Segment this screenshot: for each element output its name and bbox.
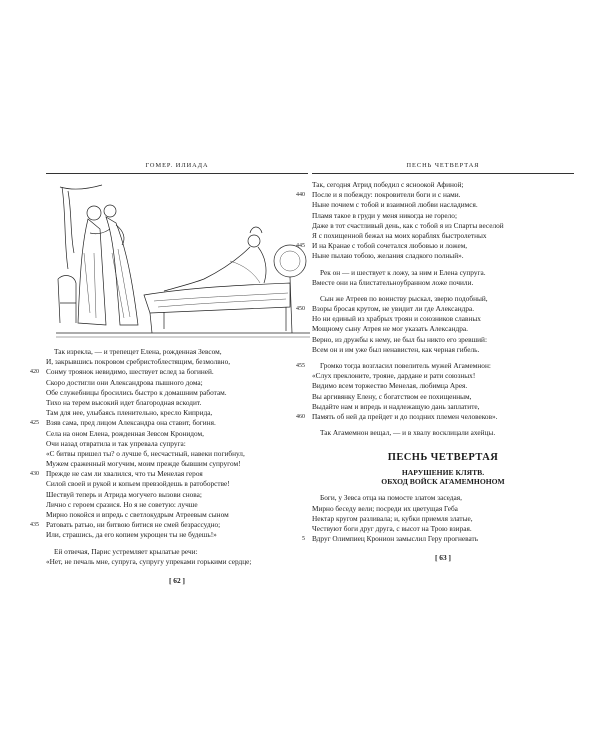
verse-text: Обе служебницы бросились быстро к домашним работам. (46, 387, 227, 397)
verse-line (312, 278, 574, 288)
verse-line (46, 439, 308, 449)
verse-text: Или, страшись, да его копием укрощен ты не будешь!» (46, 530, 217, 540)
verse-line (46, 510, 308, 520)
right-running-head: ПЕСНЬ ЧЕТВЕРТАЯ (406, 162, 480, 169)
line-number: 420 (30, 369, 39, 376)
verse-text: Так Агамемнон вещал, — и в хвалу восклицали ахейцы. (320, 428, 496, 438)
verse-text: «Слух преклоните, трояне, дардане и рати союзных! (312, 371, 476, 381)
verse-line (312, 504, 574, 514)
verse-text: Мужем сраженный могучим, моим прежде бывшим супругом! (46, 459, 241, 469)
verse-line (312, 335, 574, 345)
verse-text: Лично с героем сразися. Но я не советую: лучше (46, 499, 198, 509)
verse-text: «С битвы пришел ты? о лучше б, несчастный, навеки погибнул, (46, 448, 245, 458)
verse-text: Сын же Атреев по воинству рыскал, зверю подобный, (320, 293, 488, 303)
verse-line (30, 367, 308, 377)
line-number: 440 (296, 192, 305, 199)
song-subtitle-line-2: ОБХОД ВОЙСК АГАМЕМНОНОМ (381, 477, 505, 487)
verse-line (312, 251, 574, 261)
verse-line (312, 324, 574, 334)
verse-text: Пламя такое в груди у меня никогда не горело; (312, 210, 457, 220)
verse-text: Ратовать ратью, ни битвою битися не смей безрассудно; (46, 520, 221, 530)
verse-line (46, 459, 308, 469)
verse-text: После и я побежду: покровители боги и с нами. (312, 190, 461, 200)
right-page (296, 162, 574, 563)
right-verse-bottom (302, 493, 574, 544)
verse-text: Чествуют боги друг друга, с высот на Трою взирая. (312, 523, 472, 533)
verse-line (46, 357, 308, 367)
verse-line (46, 449, 308, 459)
verse-text: Но ни единый из храбрых троян и союзников славных (312, 314, 481, 324)
verse-text: Там для нее, улыбаясь пленительно, кресло Киприда, (46, 408, 213, 418)
verse-line (46, 490, 308, 500)
verse-line (312, 381, 574, 391)
verse-text: Громко тогда возгласил повелитель мужей Агамемнон: (320, 361, 491, 370)
verse-line (46, 378, 308, 388)
verse-text: Так, сегодня Атрид победил с ясноокой Афиной; (312, 180, 464, 189)
verse-line (46, 557, 308, 567)
verse-text: Села на оном Елена, рожденная Зевсом Кронидом, (46, 428, 204, 438)
verse-text: Память об ней да прейдет и до поздних племен человеков». (312, 411, 498, 421)
verse-text: Ей отвечая, Парис устремляет крылатые речи: (54, 546, 198, 556)
verse-text: Ныне почием с тобой и взаимной любви насладимся. (312, 200, 478, 210)
verse-text: Силой своей и рукой и копьем превзойдешь в ратоборстве! (46, 479, 230, 489)
verse-line (312, 493, 574, 503)
verse-line (312, 231, 574, 241)
verse-text: Боги, у Зевса отца на помосте златом заседая, (320, 493, 462, 503)
verse-text: И на Кранае с тобой сочетался любовью и ложем, (312, 241, 468, 251)
verse-text: Взяв сама, пред лицом Александра она ставит, богиня. (46, 418, 216, 428)
left-running-head: ГОМЕР. ИЛИАДА (145, 162, 209, 169)
verse-line (312, 371, 574, 381)
song-subtitle-line-1: НАРУШЕНИЕ КЛЯТВ. (401, 468, 485, 478)
line-number: 445 (296, 243, 305, 250)
left-folio: [ 62 ] (168, 575, 185, 585)
verse-line (296, 361, 574, 371)
line-number: 455 (296, 363, 305, 369)
verse-line (312, 392, 574, 402)
verse-line (46, 500, 308, 510)
verse-text: Мирно беседу вели; посреди их цветущая Геба (312, 503, 458, 513)
song-subtitle (312, 468, 574, 486)
verse-text: Ныне пылаю тобою, желания сладкого полный». (312, 251, 464, 261)
verse-text: Взоры бросая крутом, не увидит ли где Александра. (312, 304, 475, 314)
verse-line (296, 241, 574, 251)
left-head-rule (46, 173, 308, 174)
verse-text: Шествуй теперь и Атрида могучего вызови снова; (46, 489, 202, 499)
verse-line (312, 211, 574, 221)
line-number: 425 (30, 420, 39, 427)
line-number: 5 (302, 536, 305, 543)
verse-text: Я с похищенной бежал на моих кораблях быстролетных (312, 230, 487, 240)
verse-line (46, 408, 308, 418)
verse-line (302, 534, 574, 544)
right-head-rule (312, 173, 574, 174)
verse-text: Верно, из дружбы к нему, не был бы никто его зревший: (312, 334, 487, 344)
verse-line (312, 345, 574, 355)
verse-text: Вдруг Олимпиец Кронион замыслил Геру прогневать (312, 534, 479, 544)
verse-line (46, 547, 308, 557)
verse-line (312, 268, 574, 278)
verse-text: Очи назад отвратила и так упревала супруга: (46, 438, 186, 448)
left-verse (30, 347, 308, 567)
verse-line (312, 221, 574, 231)
verse-text: Вместе они на блистательноубранном ложе почили. (312, 277, 474, 287)
verse-text: Выдайте нам и впредь и надлежащую дань заплатите, (312, 401, 480, 411)
verse-line (46, 398, 308, 408)
verse-line (312, 428, 574, 438)
verse-text: Тихо на терем высокий идет благородная вскодит. (46, 397, 202, 407)
verse-line (312, 180, 574, 190)
engraving-svg (54, 183, 312, 341)
verse-text: Мирно покойся и впредь с светлокудрым Атреевым сыном (46, 510, 229, 519)
verse-text: И, закрывшись покровом сребристоблестящим, безмолвно, (46, 357, 231, 367)
verse-line (30, 418, 308, 428)
verse-line (312, 314, 574, 324)
verse-text: Прежде не сам ли хвалился, что ты Менелая героя (46, 469, 203, 479)
verse-text: Рек он — и шествует к ложу, за ним и Елена супруга. (320, 267, 486, 277)
verse-text: Всем он и им уже был ненавистен, как черная гибель. (312, 344, 480, 354)
verse-line (312, 200, 574, 210)
verse-line (30, 469, 308, 479)
verse-text: Нектар кругом разливала; и, кубки приемля златые, (312, 513, 473, 523)
left-page (30, 162, 308, 585)
verse-line (46, 429, 308, 439)
verse-text: Вы аргивянку Елену, с богатством ее похищенным, (312, 391, 472, 401)
verse-text: Даже в тот счастливый день, как с тобой я из Спарты веселой (312, 220, 504, 230)
verse-text: Скоро достигли они Александрова пышного дома; (46, 377, 203, 387)
verse-line (46, 388, 308, 398)
verse-line (312, 294, 574, 304)
verse-line (30, 520, 308, 530)
verse-text: Видимо всем торжество Менелая, любимца Арея. (312, 381, 468, 391)
verse-line (296, 190, 574, 200)
verse-line (46, 347, 308, 357)
verse-text: Сонму троянок невидимо, шествует вслед за богиней. (46, 367, 214, 377)
line-number: 430 (30, 471, 39, 478)
verse-line (296, 411, 574, 422)
right-folio: [ 63 ] (434, 553, 451, 563)
verse-line (296, 304, 574, 314)
verse-line (46, 479, 308, 489)
song-title: ПЕСНЬ ЧЕТВЕРТАЯ (387, 452, 499, 464)
verse-text: Мощному сыну Атрея не мог указать Александра. (312, 324, 468, 334)
verse-line (312, 514, 574, 524)
verse-line (46, 530, 308, 540)
right-verse-top (296, 180, 574, 438)
line-number: 460 (296, 413, 305, 420)
line-number: 435 (30, 522, 39, 529)
verse-line (312, 402, 574, 412)
line-number: 450 (296, 306, 305, 313)
verse-text: «Нет, не печаль мне, супруга, супругу упреками горькими сердце; (46, 556, 252, 566)
engraving-illustration (54, 183, 312, 341)
verse-line (312, 524, 574, 534)
verse-text: Так изрекла, — и трепещет Елена, рожденная Зевсом, (54, 347, 222, 356)
